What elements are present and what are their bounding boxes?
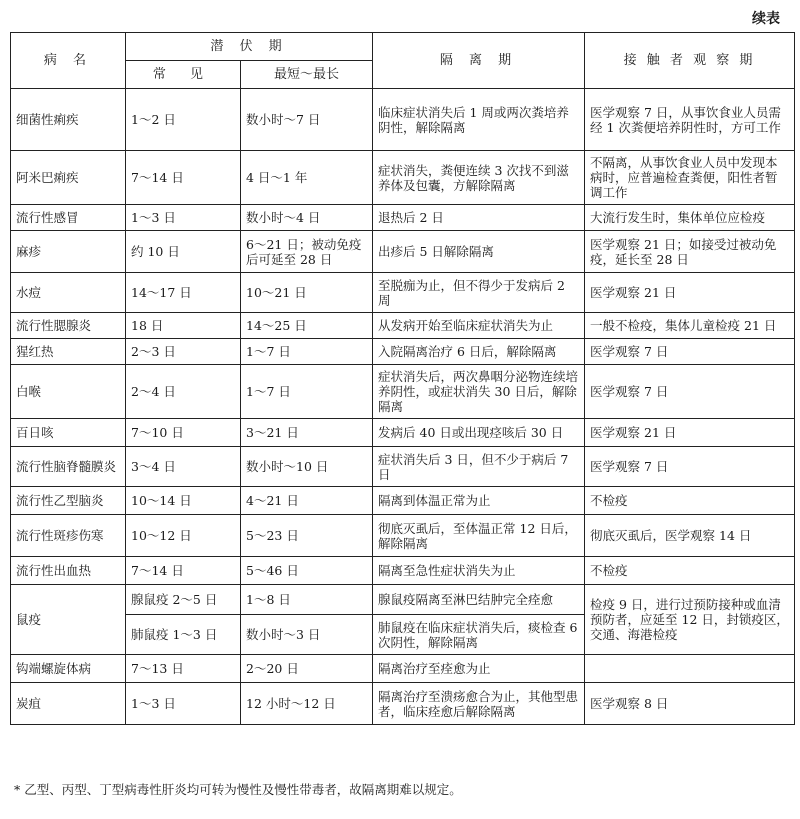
header-incubation: 潜 伏 期 — [126, 33, 373, 61]
header-contact: 接 触 者 观 察 期 — [585, 33, 795, 89]
incubation-common-cell: 10～14 日 — [126, 487, 241, 515]
table-row — [11, 205, 795, 231]
header-disease: 病 名 — [11, 33, 126, 89]
isolation-period-cell: 发病后 40 日或出现痉咳后 30 日 — [373, 419, 585, 447]
contact-observation-cell: 医学观察 21 日；如接受过被动免疫，延长至 28 日 — [585, 231, 795, 273]
header-common: 常 见 — [126, 61, 241, 89]
disease-name-cell: 猩红热 — [11, 339, 126, 365]
incubation-range-cell: 数小时～4 日 — [241, 205, 373, 231]
contact-observation-cell: 医学观察 7 日 — [585, 365, 795, 419]
isolation-period-cell: 肺鼠疫在临床症状消失后，痰检查 6 次阴性，解除隔离 — [373, 615, 585, 655]
footnote: * 乙型、丙型、丁型病毒性肝炎均可转为慢性及慢性带毒者，故隔离期难以规定。 — [14, 782, 462, 797]
incubation-common-cell: 1～3 日 — [126, 683, 241, 725]
table-row — [11, 365, 795, 419]
disease-name-cell: 鼠疫 — [11, 585, 126, 655]
table-row — [11, 151, 795, 205]
continued-label: 续表 — [752, 11, 780, 27]
contact-observation-cell: 不检疫 — [585, 557, 795, 585]
incubation-common-cell: 7～14 日 — [126, 557, 241, 585]
disease-name-cell: 白喉 — [11, 365, 126, 419]
table-row — [11, 273, 795, 313]
isolation-period-cell: 隔离治疗至溃疡愈合为止，其他型患者，临床痊愈后解除隔离 — [373, 683, 585, 725]
incubation-range-cell: 数小时～7 日 — [241, 89, 373, 151]
incubation-common-cell: 约 10 日 — [126, 231, 241, 273]
table-row — [11, 89, 795, 151]
isolation-period-cell: 隔离治疗至痊愈为止 — [373, 655, 585, 683]
table-row — [11, 487, 795, 515]
table-row — [11, 447, 795, 487]
incubation-range-cell: 1～7 日 — [241, 339, 373, 365]
isolation-period-cell: 症状消失，粪便连续 3 次找不到滋养体及包囊，方解除隔离 — [373, 151, 585, 205]
isolation-period-cell: 腺鼠疫隔离至淋巴结肿完全痊愈 — [373, 585, 585, 615]
contact-observation-cell: 医学观察 21 日 — [585, 419, 795, 447]
isolation-period-cell: 从发病开始至临床症状消失为止 — [373, 313, 585, 339]
disease-name-cell: 百日咳 — [11, 419, 126, 447]
contact-observation-cell: 医学观察 8 日 — [585, 683, 795, 725]
incubation-common-cell: 2～3 日 — [126, 339, 241, 365]
disease-name-cell: 流行性斑疹伤寒 — [11, 515, 126, 557]
header-isolation: 隔 离 期 — [373, 33, 585, 89]
incubation-range-cell: 2～20 日 — [241, 655, 373, 683]
incubation-range-cell: 5～46 日 — [241, 557, 373, 585]
disease-name-cell: 流行性脑脊髓膜炎 — [11, 447, 126, 487]
header-range: 最短～最长 — [241, 61, 373, 89]
contact-observation-cell: 大流行发生时，集体单位应检疫 — [585, 205, 795, 231]
incubation-range-cell: 数小时～10 日 — [241, 447, 373, 487]
incubation-common-cell: 2～4 日 — [126, 365, 241, 419]
incubation-range-cell: 6～21 日；被动免疫后可延至 28 日 — [241, 231, 373, 273]
table-row — [11, 339, 795, 365]
incubation-range-cell: 1～8 日 — [241, 585, 373, 615]
disease-name-cell: 麻疹 — [11, 231, 126, 273]
contact-observation-cell: 医学观察 7 日，从事饮食业人员需经 1 次粪便培养阴性时，方可工作 — [585, 89, 795, 151]
contact-observation-cell: 不检疫 — [585, 487, 795, 515]
incubation-common-cell: 1～3 日 — [126, 205, 241, 231]
incubation-range-cell: 3～21 日 — [241, 419, 373, 447]
contact-observation-cell: 彻底灭虱后，医学观察 14 日 — [585, 515, 795, 557]
incubation-range-cell: 5～23 日 — [241, 515, 373, 557]
contact-observation-cell: 医学观察 21 日 — [585, 273, 795, 313]
contact-observation-cell: 一般不检疫，集体儿童检疫 21 日 — [585, 313, 795, 339]
isolation-period-cell: 入院隔离治疗 6 日后，解除隔离 — [373, 339, 585, 365]
incubation-range-cell: 4～21 日 — [241, 487, 373, 515]
isolation-period-cell: 症状消失后，两次鼻咽分泌物连续培养阴性，或症状消失 30 日后，解除隔离 — [373, 365, 585, 419]
incubation-common-cell: 肺鼠疫 1～3 日 — [126, 615, 241, 655]
isolation-period-cell: 临床症状消失后 1 周或两次粪培养阴性，解除隔离 — [373, 89, 585, 151]
incubation-common-cell: 18 日 — [126, 313, 241, 339]
disease-name-cell: 流行性出血热 — [11, 557, 126, 585]
incubation-common-cell: 腺鼠疫 2～5 日 — [126, 585, 241, 615]
table-row — [11, 419, 795, 447]
incubation-common-cell: 7～13 日 — [126, 655, 241, 683]
isolation-period-cell: 彻底灭虱后，至体温正常 12 日后，解除隔离 — [373, 515, 585, 557]
infectious-disease-table — [10, 32, 795, 725]
contact-observation-cell: 医学观察 7 日 — [585, 339, 795, 365]
isolation-period-cell: 隔离到体温正常为止 — [373, 487, 585, 515]
isolation-period-cell: 出疹后 5 日解除隔离 — [373, 231, 585, 273]
header-row-top — [11, 33, 795, 61]
incubation-range-cell: 1～7 日 — [241, 365, 373, 419]
table-row — [11, 515, 795, 557]
incubation-range-cell: 10～21 日 — [241, 273, 373, 313]
incubation-range-cell: 12 小时～12 日 — [241, 683, 373, 725]
disease-name-cell: 流行性乙型脑炎 — [11, 487, 126, 515]
incubation-common-cell: 10～12 日 — [126, 515, 241, 557]
incubation-common-cell: 14～17 日 — [126, 273, 241, 313]
table-row — [11, 585, 795, 615]
incubation-range-cell: 数小时～3 日 — [241, 615, 373, 655]
contact-observation-cell: 检疫 9 日，进行过预防接种或血清预防者，应延至 12 日，封锁疫区，交通、海港检疫 — [585, 585, 795, 655]
isolation-period-cell: 至脱痂为止，但不得少于发病后 2 周 — [373, 273, 585, 313]
isolation-period-cell: 隔离至急性症状消失为止 — [373, 557, 585, 585]
incubation-range-cell: 14～25 日 — [241, 313, 373, 339]
table-row — [11, 231, 795, 273]
incubation-common-cell: 1～2 日 — [126, 89, 241, 151]
isolation-period-cell: 症状消失后 3 日，但不少于病后 7 日 — [373, 447, 585, 487]
incubation-common-cell: 7～10 日 — [126, 419, 241, 447]
table-row — [11, 557, 795, 585]
disease-name-cell: 细菌性痢疾 — [11, 89, 126, 151]
disease-name-cell: 水痘 — [11, 273, 126, 313]
incubation-common-cell: 7～14 日 — [126, 151, 241, 205]
table-row — [11, 655, 795, 683]
isolation-period-cell: 退热后 2 日 — [373, 205, 585, 231]
contact-observation-cell: 不隔离，从事饮食业人员中发现本病时，应普遍检查粪便，阳性者暂调工作 — [585, 151, 795, 205]
disease-name-cell: 钩端螺旋体病 — [11, 655, 126, 683]
incubation-range-cell: 4 日～1 年 — [241, 151, 373, 205]
contact-observation-cell: 医学观察 7 日 — [585, 447, 795, 487]
disease-name-cell: 炭疽 — [11, 683, 126, 725]
table-row — [11, 683, 795, 725]
table-row — [11, 313, 795, 339]
disease-name-cell: 流行性感冒 — [11, 205, 126, 231]
incubation-common-cell: 3～4 日 — [126, 447, 241, 487]
disease-name-cell: 阿米巴痢疾 — [11, 151, 126, 205]
contact-observation-cell — [585, 655, 795, 683]
disease-name-cell: 流行性腮腺炎 — [11, 313, 126, 339]
